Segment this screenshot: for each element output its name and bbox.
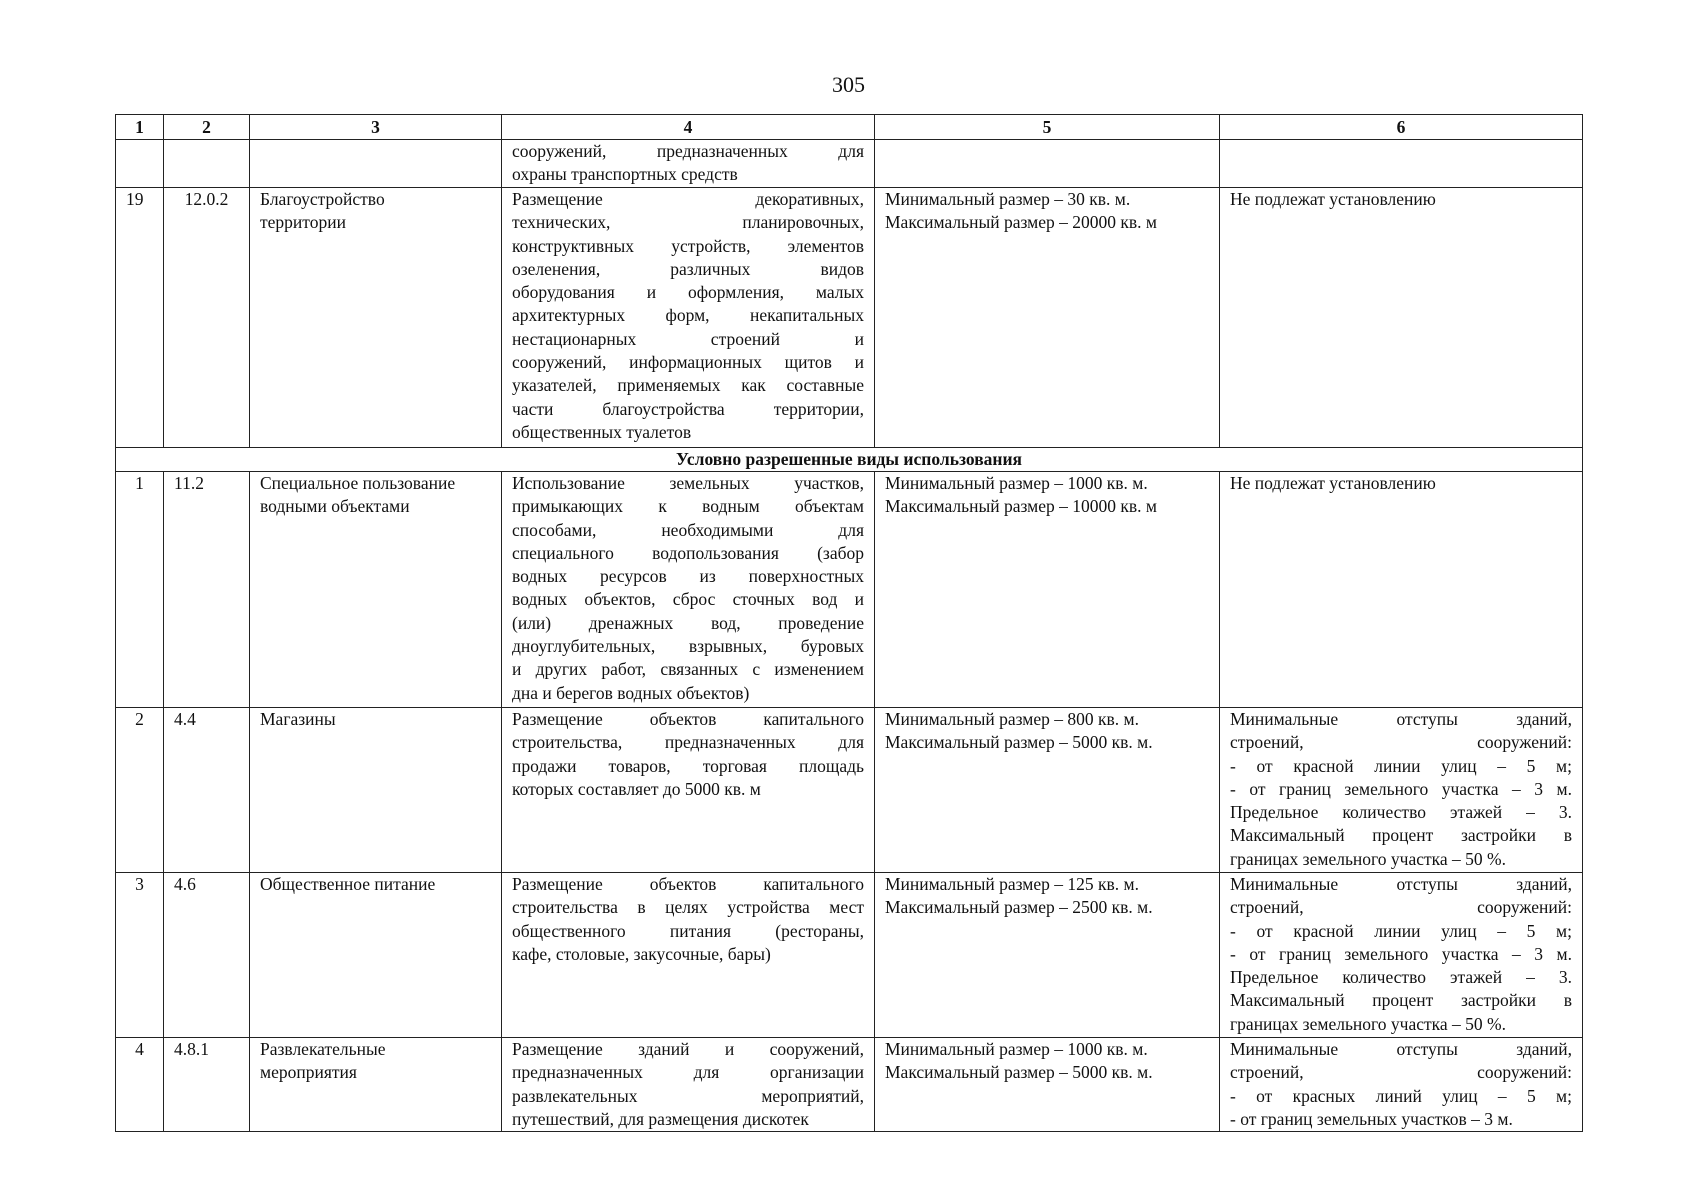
cell-text-line: Минимальные отступы зданий, (1230, 709, 1572, 729)
use-code: 4.4 (164, 708, 250, 873)
column-header: 3 (250, 115, 502, 140)
use-name (250, 708, 502, 873)
cell-text-line: границах земельного участка – 50 %. (1230, 1013, 1506, 1034)
land-use-table (115, 114, 1583, 1132)
cell-text-line: Максимальный размер – 10000 кв. м (885, 496, 1157, 517)
column-header: 1 (116, 115, 164, 140)
table-row (116, 708, 1583, 873)
cell-text-line: Минимальный размер – 125 кв. м. (885, 874, 1139, 894)
section-title: Условно разрешенные виды использования (116, 448, 1583, 472)
cell-text-line: указателей, применяемых как составные (512, 375, 864, 396)
cell-text-line: Предельное количество этажей – 3. (1230, 967, 1572, 988)
column-number-row (116, 115, 1583, 140)
construction-parameters (1220, 708, 1583, 873)
cell-text-line: Размещение зданий и сооружений, (512, 1039, 864, 1059)
cell-text-line: путешествий, для размещения дискотек (512, 1108, 809, 1129)
cell-text-line: строений, сооружений: (1230, 1062, 1572, 1083)
cell-text-line: дна и берегов водных объектов) (512, 682, 750, 703)
cell-text-line: Специальное пользование (260, 473, 456, 493)
column-header: 4 (502, 115, 875, 140)
use-code (164, 140, 250, 188)
cell-text-line: Минимальные отступы зданий, (1230, 874, 1572, 894)
cell-text-line: предназначенных для организации (512, 1062, 864, 1083)
row-number: 1 (116, 472, 164, 708)
cell-text-line: - от красной линии улиц – 5 м; (1230, 755, 1572, 776)
cell-text-line: которых составляет до 5000 кв. м (512, 778, 761, 799)
main-uses-body (116, 140, 1583, 448)
cell-text-line: водными объектами (260, 496, 410, 517)
cell-text-line: Минимальный размер – 1000 кв. м. (885, 1039, 1148, 1059)
cell-text-line: Не подлежат установлению (1230, 189, 1436, 209)
plot-size-limits (875, 140, 1220, 188)
cell-text-line: Использование земельных участков, (512, 473, 864, 493)
construction-parameters (1220, 873, 1583, 1038)
use-name (250, 472, 502, 708)
column-header: 6 (1220, 115, 1583, 140)
column-header: 2 (164, 115, 250, 140)
cell-text-line: мероприятия (260, 1062, 357, 1083)
cell-text-line: Минимальный размер – 800 кв. м. (885, 709, 1139, 729)
plot-size-limits (875, 873, 1220, 1038)
use-name (250, 188, 502, 448)
cell-text-line: Размещение декоративных, (512, 189, 864, 209)
cell-text-line: кафе, столовые, закусочные, бары) (512, 943, 771, 964)
use-code: 11.2 (164, 472, 250, 708)
plot-size-limits (875, 1038, 1220, 1132)
cell-text-line: Благоустройство (260, 189, 385, 209)
plot-size-limits (875, 708, 1220, 873)
row-number: 2 (116, 708, 164, 873)
cell-text-line: Минимальный размер – 1000 кв. м. (885, 473, 1148, 493)
construction-parameters (1220, 1038, 1583, 1132)
table-row (116, 472, 1583, 708)
row-number (116, 140, 164, 188)
conditional-uses-body (116, 472, 1583, 1132)
cell-text-line: Максимальный процент застройки в (1230, 825, 1572, 846)
use-description (502, 140, 875, 188)
cell-text-line: - от границ земельных участков – 3 м. (1230, 1108, 1513, 1129)
cell-text-line: архитектурных форм, некапитальных (512, 305, 864, 326)
cell-text-line: сооружений, предназначенных для (512, 141, 864, 161)
cell-text-line: Максимальный размер – 2500 кв. м. (885, 897, 1153, 918)
cell-text-line: специального водопользования (забор (512, 542, 864, 563)
cell-text-line: - от красных линий улиц – 5 м; (1230, 1085, 1572, 1106)
use-description (502, 1038, 875, 1132)
column-header: 5 (875, 115, 1220, 140)
use-code: 4.6 (164, 873, 250, 1038)
cell-text-line: строительства в целях устройства мест (512, 897, 864, 918)
table-row (116, 1038, 1583, 1132)
cell-text-line: границах земельного участка – 50 %. (1230, 848, 1506, 869)
use-code: 4.8.1 (164, 1038, 250, 1132)
table-row (116, 188, 1583, 448)
use-description (502, 472, 875, 708)
cell-text-line: Минимальные отступы зданий, (1230, 1039, 1572, 1059)
cell-text-line: общественного питания (рестораны, (512, 920, 864, 941)
use-description (502, 873, 875, 1038)
use-name (250, 873, 502, 1038)
cell-text-line: конструктивных устройств, элементов (512, 235, 864, 256)
row-number: 19 (116, 188, 164, 448)
table-row (116, 873, 1583, 1038)
cell-text-line: Размещение объектов капитального (512, 874, 864, 894)
cell-text-line: продажи товаров, торговая площадь (512, 755, 864, 776)
cell-text-line: территории (260, 212, 346, 233)
cell-text-line: Общественное питание (260, 874, 436, 894)
use-name (250, 1038, 502, 1132)
plot-size-limits (875, 188, 1220, 448)
cell-text-line: оборудования и оформления, малых (512, 282, 864, 303)
cell-text-line: охраны транспортных средств (512, 164, 738, 185)
use-description (502, 708, 875, 873)
table-row (116, 140, 1583, 188)
cell-text-line: Максимальный процент застройки в (1230, 990, 1572, 1011)
cell-text-line: Минимальный размер – 30 кв. м. (885, 189, 1131, 209)
cell-text-line: примыкающих к водным объектам (512, 496, 864, 517)
plot-size-limits (875, 472, 1220, 708)
cell-text-line: озеленения, различных видов (512, 258, 864, 279)
cell-text-line: Максимальный размер – 5000 кв. м. (885, 1062, 1153, 1083)
cell-text-line: способами, необходимыми для (512, 519, 864, 540)
construction-parameters (1220, 472, 1583, 708)
cell-text-line: Развлекательные (260, 1039, 386, 1059)
use-name (250, 140, 502, 188)
cell-text-line: части благоустройства территории, (512, 398, 864, 419)
section-row (116, 448, 1583, 472)
cell-text-line: (или) дренажных вод, проведение (512, 612, 864, 633)
cell-text-line: Максимальный размер – 20000 кв. м (885, 212, 1157, 233)
cell-text-line: строений, сооружений: (1230, 897, 1572, 918)
cell-text-line: нестационарных строений и (512, 328, 864, 349)
cell-text-line: строений, сооружений: (1230, 732, 1572, 753)
cell-text-line: Не подлежат установлению (1230, 473, 1436, 493)
cell-text-line: развлекательных мероприятий, (512, 1085, 864, 1106)
cell-text-line: технических, планировочных, (512, 212, 864, 233)
cell-text-line: сооружений, информационных щитов и (512, 352, 864, 373)
cell-text-line: - от красной линии улиц – 5 м; (1230, 920, 1572, 941)
cell-text-line: общественных туалетов (512, 421, 692, 442)
use-description (502, 188, 875, 448)
cell-text-line: дноуглубительных, взрывных, буровых (512, 636, 864, 657)
use-code: 12.0.2 (164, 188, 250, 448)
cell-text-line: Предельное количество этажей – 3. (1230, 802, 1572, 823)
construction-parameters (1220, 188, 1583, 448)
cell-text-line: - от границ земельного участка – 3 м. (1230, 778, 1572, 799)
cell-text-line: Размещение объектов капитального (512, 709, 864, 729)
cell-text-line: - от границ земельного участка – 3 м. (1230, 943, 1572, 964)
page-number: 305 (832, 72, 865, 97)
cell-text-line: водных ресурсов из поверхностных (512, 566, 864, 587)
row-number: 4 (116, 1038, 164, 1132)
row-number: 3 (116, 873, 164, 1038)
cell-text-line: строительства, предназначенных для (512, 732, 864, 753)
cell-text-line: Максимальный размер – 5000 кв. м. (885, 732, 1153, 753)
cell-text-line: Магазины (260, 709, 336, 729)
construction-parameters (1220, 140, 1583, 188)
cell-text-line: водных объектов, сброс сточных вод и (512, 589, 864, 610)
cell-text-line: и других работ, связанных с изменением (512, 659, 864, 680)
